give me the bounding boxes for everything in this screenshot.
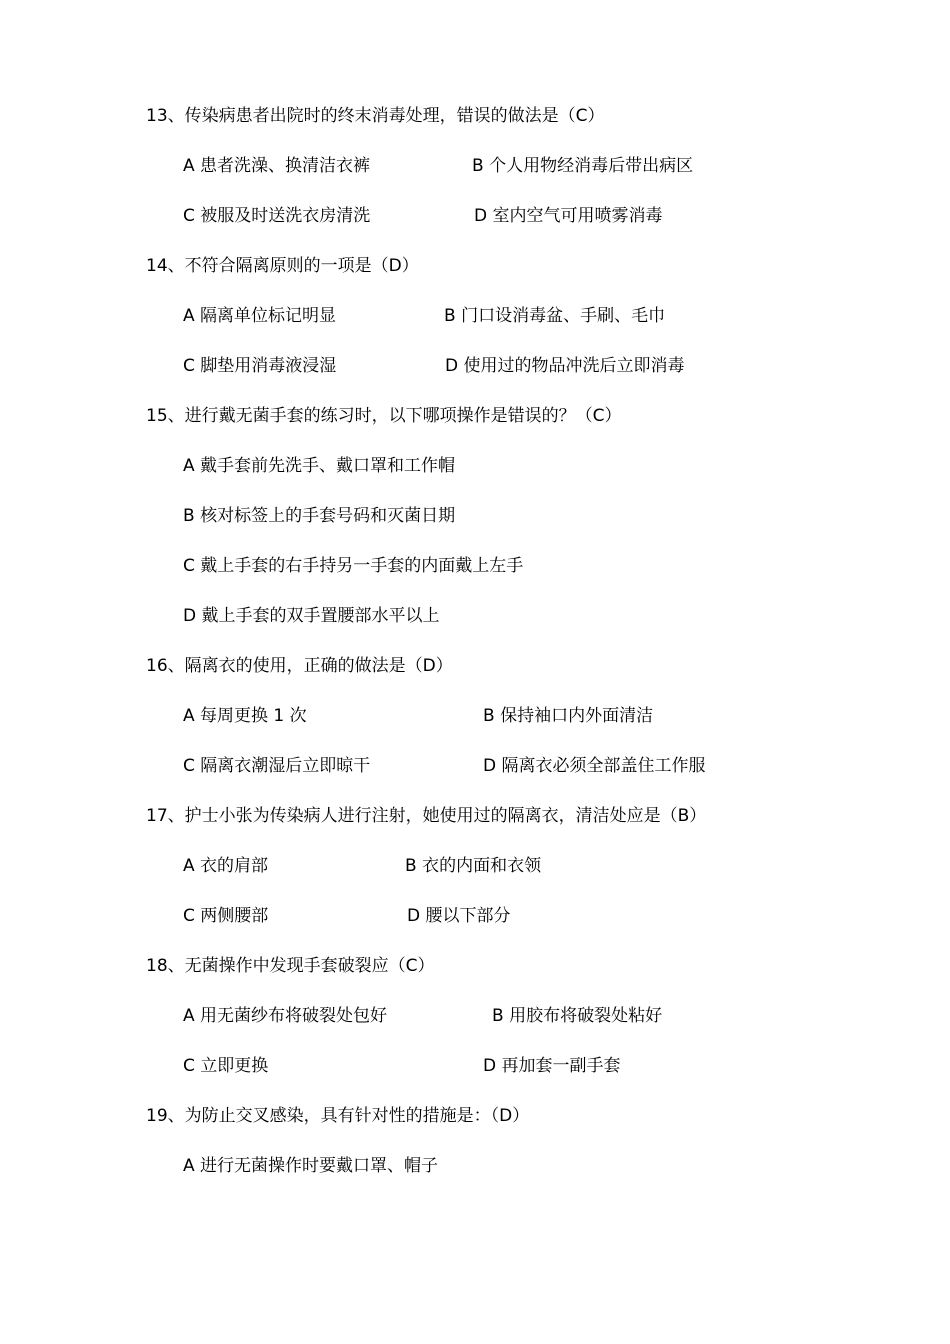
question-18-stem: 18、无菌操作中发现手套破裂应（C） xyxy=(146,956,435,976)
question-15-option-a: A 戴手套前先洗手、戴口罩和工作帽 xyxy=(183,456,456,476)
question-19-stem: 19、为防止交叉感染，具有针对性的措施是：（D） xyxy=(146,1106,530,1126)
question-17-option-d: D 腰以下部分 xyxy=(407,906,511,926)
question-15-option-c: C 戴上手套的右手持另一手套的内面戴上左手 xyxy=(183,556,524,576)
question-18-option-a: A 用无菌纱布将破裂处包好 xyxy=(183,1006,388,1026)
question-14-option-a: A 隔离单位标记明显 xyxy=(183,306,337,326)
question-17-option-b: B 衣的内面和衣领 xyxy=(405,856,542,876)
question-13-option-b: B 个人用物经消毒后带出病区 xyxy=(472,156,694,176)
question-13-option-c: C 被服及时送洗衣房清洗 xyxy=(183,206,371,226)
question-14-option-b: B 门口设消毒盆、手刷、毛巾 xyxy=(444,306,666,326)
question-13-option-d: D 室内空气可用喷雾消毒 xyxy=(474,206,663,226)
question-15-option-b: B 核对标签上的手套号码和灭菌日期 xyxy=(183,506,456,526)
question-16-option-b: B 保持袖口内外面清洁 xyxy=(483,706,654,726)
question-13-stem: 13、传染病患者出院时的终末消毒处理，错误的做法是（C） xyxy=(146,106,605,126)
question-15-stem: 15、进行戴无菌手套的练习时，以下哪项操作是错误的？（C） xyxy=(146,406,622,426)
question-14-stem: 14、不符合隔离原则的一项是（D） xyxy=(146,256,419,276)
question-19-option-a: A 进行无菌操作时要戴口罩、帽子 xyxy=(183,1156,439,1176)
question-17-option-a: A 衣的肩部 xyxy=(183,856,269,876)
question-13-option-a: A 患者洗澡、换清洁衣裤 xyxy=(183,156,371,176)
question-16-option-c: C 隔离衣潮湿后立即晾干 xyxy=(183,756,371,776)
question-14-option-d: D 使用过的物品冲洗后立即消毒 xyxy=(445,356,685,376)
question-16-stem: 16、隔离衣的使用，正确的做法是（D） xyxy=(146,656,453,676)
question-14-option-c: C 脚垫用消毒液浸湿 xyxy=(183,356,337,376)
question-15-option-d: D 戴上手套的双手置腰部水平以上 xyxy=(183,606,440,626)
question-18-option-d: D 再加套一副手套 xyxy=(483,1056,621,1076)
question-18-option-c: C 立即更换 xyxy=(183,1056,269,1076)
question-17-stem: 17、护士小张为传染病人进行注射，她使用过的隔离衣，清洁处应是（B） xyxy=(146,806,707,826)
question-16-option-d: D 隔离衣必须全部盖住工作服 xyxy=(483,756,706,776)
question-18-option-b: B 用胶布将破裂处粘好 xyxy=(492,1006,663,1026)
question-17-option-c: C 两侧腰部 xyxy=(183,906,269,926)
question-16-option-a: A 每周更换 1 次 xyxy=(183,706,307,726)
